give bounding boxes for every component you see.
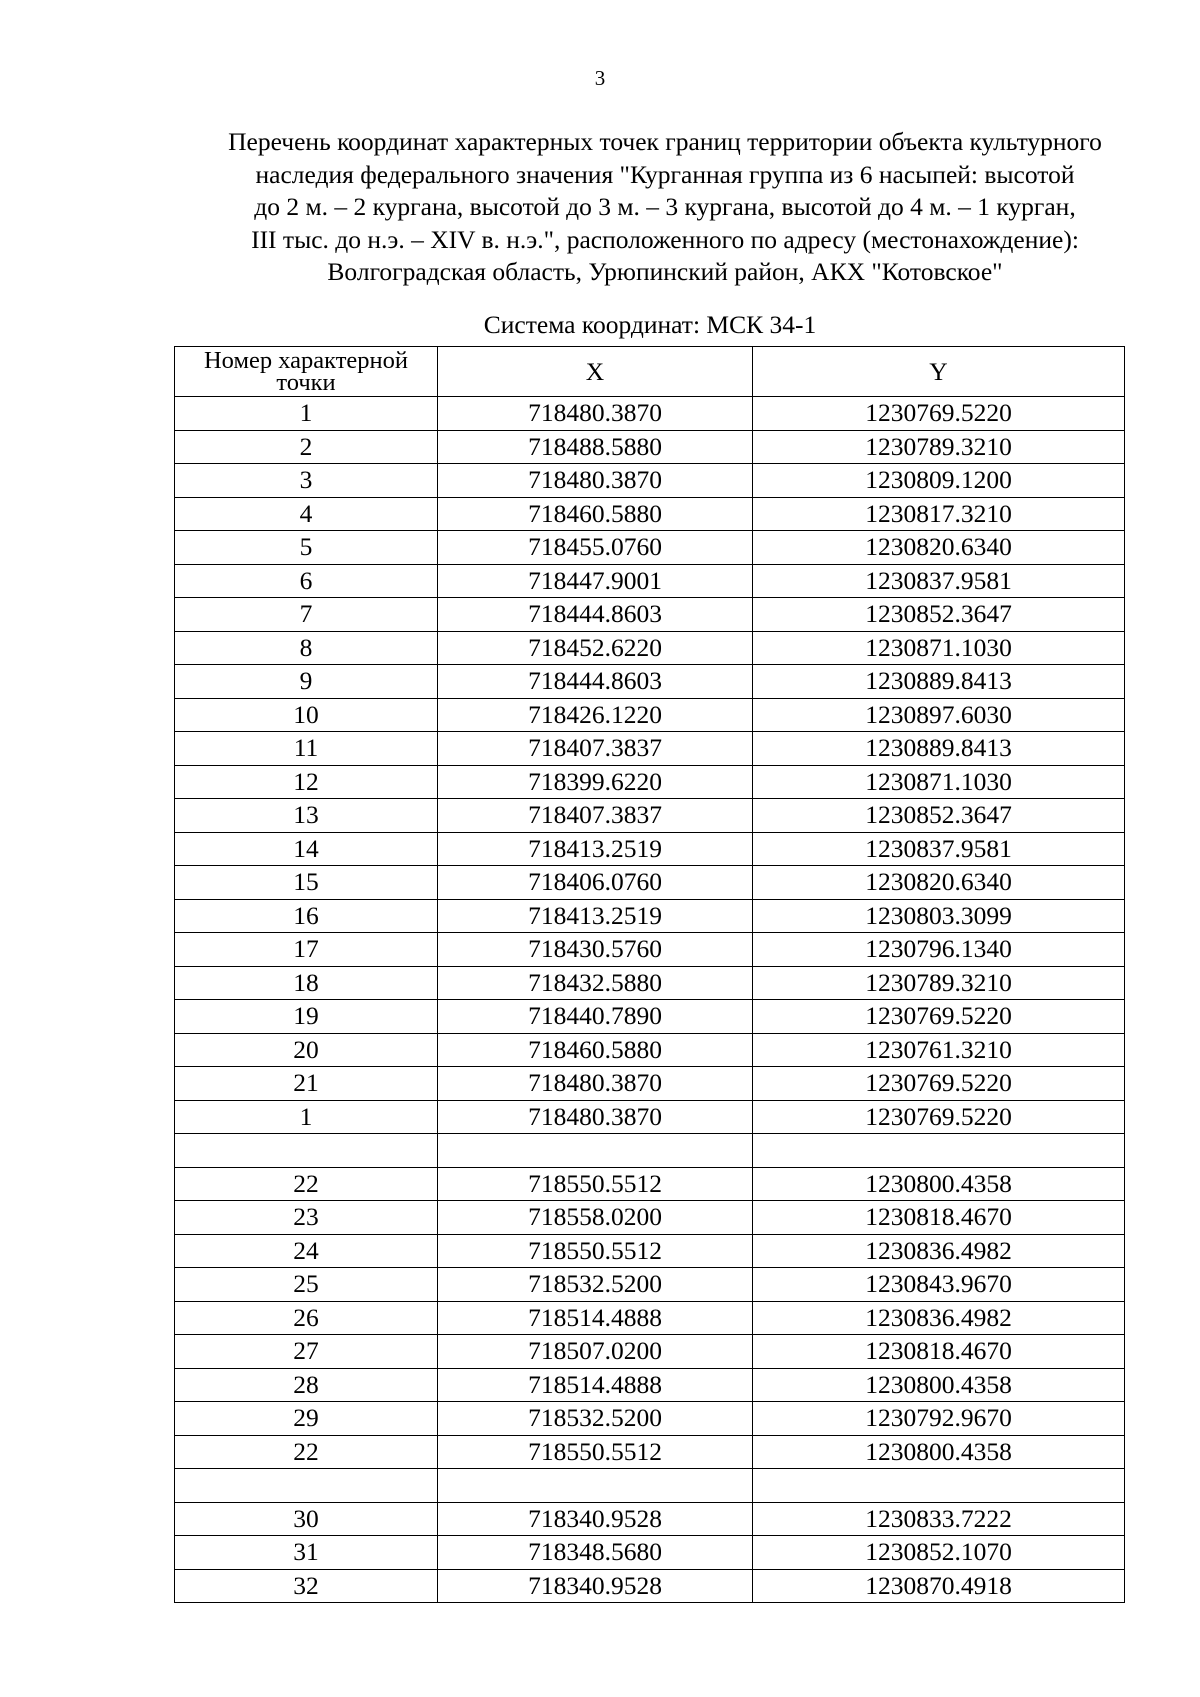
cell-point-number: 22 (175, 1435, 438, 1469)
title-line: Волгоградская область, Урюпинский район, АКХ "Котовское" (327, 257, 1003, 286)
cell-point-number: 21 (175, 1067, 438, 1101)
cell-y: 1230870.4918 (753, 1569, 1125, 1603)
cell-x: 718406.0760 (438, 866, 753, 900)
table-row (175, 1268, 1125, 1302)
cell-point-number: 29 (175, 1402, 438, 1436)
cell-point-number: 17 (175, 933, 438, 967)
table-row (175, 1435, 1125, 1469)
header-x: X (438, 347, 753, 397)
cell-y: 1230836.4982 (753, 1234, 1125, 1268)
cell-x: 718407.3837 (438, 799, 753, 833)
cell-point-number (175, 1469, 438, 1503)
table-row (175, 1469, 1125, 1503)
cell-x: 718558.0200 (438, 1201, 753, 1235)
cell-x: 718444.8603 (438, 665, 753, 699)
cell-y: 1230820.6340 (753, 866, 1125, 900)
cell-y: 1230792.9670 (753, 1402, 1125, 1436)
cell-point-number: 4 (175, 497, 438, 531)
cell-x: 718432.5880 (438, 966, 753, 1000)
cell-point-number: 18 (175, 966, 438, 1000)
table-body (175, 397, 1125, 1603)
cell-point-number: 9 (175, 665, 438, 699)
table-row (175, 899, 1125, 933)
cell-x: 718480.3870 (438, 464, 753, 498)
cell-x (438, 1134, 753, 1168)
cell-point-number: 12 (175, 765, 438, 799)
cell-y (753, 1134, 1125, 1168)
cell-point-number: 2 (175, 430, 438, 464)
cell-point-number: 5 (175, 531, 438, 565)
cell-point-number: 23 (175, 1201, 438, 1235)
cell-point-number: 8 (175, 631, 438, 665)
table-row (175, 966, 1125, 1000)
cell-point-number: 1 (175, 397, 438, 431)
cell-point-number: 28 (175, 1368, 438, 1402)
table-row (175, 832, 1125, 866)
cell-y: 1230800.4358 (753, 1368, 1125, 1402)
title-line: наследия федерального значения "Курганная группа из 6 насыпей: высотой (255, 159, 1075, 189)
cell-y: 1230800.4358 (753, 1167, 1125, 1201)
cell-point-number: 3 (175, 464, 438, 498)
table-row (175, 1000, 1125, 1034)
cell-point-number: 13 (175, 799, 438, 833)
cell-y (753, 1469, 1125, 1503)
table-header-row (175, 347, 1125, 397)
cell-y: 1230809.1200 (753, 464, 1125, 498)
cell-x: 718488.5880 (438, 430, 753, 464)
table-row (175, 1201, 1125, 1235)
table-row (175, 430, 1125, 464)
table-row (175, 598, 1125, 632)
cell-x: 718452.6220 (438, 631, 753, 665)
cell-point-number: 20 (175, 1033, 438, 1067)
cell-point-number: 14 (175, 832, 438, 866)
cell-y: 1230837.9581 (753, 564, 1125, 598)
cell-point-number: 22 (175, 1167, 438, 1201)
cell-y: 1230796.1340 (753, 933, 1125, 967)
table-row (175, 933, 1125, 967)
cell-x: 718532.5200 (438, 1268, 753, 1302)
cell-x: 718440.7890 (438, 1000, 753, 1034)
cell-y: 1230897.6030 (753, 698, 1125, 732)
cell-x: 718550.5512 (438, 1435, 753, 1469)
cell-point-number: 27 (175, 1335, 438, 1369)
cell-x: 718340.9528 (438, 1569, 753, 1603)
table-row (175, 1167, 1125, 1201)
table-row (175, 497, 1125, 531)
cell-point-number: 6 (175, 564, 438, 598)
table-row (175, 1402, 1125, 1436)
table-row (175, 1335, 1125, 1369)
table-row (175, 531, 1125, 565)
table-row (175, 564, 1125, 598)
cell-y: 1230817.3210 (753, 497, 1125, 531)
table-row (175, 765, 1125, 799)
cell-x: 718413.2519 (438, 899, 753, 933)
cell-x: 718480.3870 (438, 1067, 753, 1101)
cell-y: 1230803.3099 (753, 899, 1125, 933)
cell-y: 1230769.5220 (753, 1000, 1125, 1034)
table-row (175, 1234, 1125, 1268)
cell-y: 1230769.5220 (753, 1067, 1125, 1101)
cell-point-number (175, 1134, 438, 1168)
table-row (175, 1301, 1125, 1335)
cell-x: 718430.5760 (438, 933, 753, 967)
cell-x: 718340.9528 (438, 1502, 753, 1536)
title-line: Перечень координат характерных точек границ территории объекта культурного (228, 127, 1102, 156)
table-row (175, 1536, 1125, 1570)
coordinate-system-caption: Система координат: МСК 34-1 (483, 310, 817, 339)
table-row (175, 631, 1125, 665)
cell-x: 718455.0760 (438, 531, 753, 565)
cell-y: 1230843.9670 (753, 1268, 1125, 1302)
table-row (175, 1100, 1125, 1134)
cell-x: 718480.3870 (438, 397, 753, 431)
cell-x: 718550.5512 (438, 1234, 753, 1268)
cell-x: 718507.0200 (438, 1335, 753, 1369)
cell-y: 1230852.1070 (753, 1536, 1125, 1570)
table-row (175, 464, 1125, 498)
cell-x: 718447.9001 (438, 564, 753, 598)
cell-x: 718532.5200 (438, 1402, 753, 1436)
cell-x: 718460.5880 (438, 497, 753, 531)
cell-x: 718460.5880 (438, 1033, 753, 1067)
title-line: до 2 м. – 2 кургана, высотой до 3 м. – 3 кургана, высотой до 4 м. – 1 курган, (254, 192, 1076, 221)
header-point-number: Номер характерной точки (175, 347, 438, 397)
cell-x: 718480.3870 (438, 1100, 753, 1134)
cell-y: 1230818.4670 (753, 1335, 1125, 1369)
cell-point-number: 16 (175, 899, 438, 933)
table-row (175, 799, 1125, 833)
cell-x: 718426.1220 (438, 698, 753, 732)
cell-y: 1230837.9581 (753, 832, 1125, 866)
cell-y: 1230818.4670 (753, 1201, 1125, 1235)
cell-y: 1230833.7222 (753, 1502, 1125, 1536)
page-number: 3 (594, 66, 606, 90)
cell-x: 718348.5680 (438, 1536, 753, 1570)
coordinates-table (174, 346, 1125, 1603)
cell-x: 718550.5512 (438, 1167, 753, 1201)
table-row (175, 1067, 1125, 1101)
table-row (175, 732, 1125, 766)
cell-x: 718413.2519 (438, 832, 753, 866)
table-row (175, 1502, 1125, 1536)
cell-x: 718407.3837 (438, 732, 753, 766)
table-row (175, 1569, 1125, 1603)
cell-point-number: 31 (175, 1536, 438, 1570)
table-row (175, 665, 1125, 699)
cell-y: 1230889.8413 (753, 665, 1125, 699)
cell-y: 1230820.6340 (753, 531, 1125, 565)
cell-y: 1230836.4982 (753, 1301, 1125, 1335)
cell-point-number: 10 (175, 698, 438, 732)
cell-point-number: 24 (175, 1234, 438, 1268)
cell-x (438, 1469, 753, 1503)
cell-point-number: 7 (175, 598, 438, 632)
cell-y: 1230789.3210 (753, 966, 1125, 1000)
cell-x: 718399.6220 (438, 765, 753, 799)
cell-point-number: 25 (175, 1268, 438, 1302)
cell-point-number: 11 (175, 732, 438, 766)
table-row (175, 1368, 1125, 1402)
cell-y: 1230852.3647 (753, 598, 1125, 632)
header-y: Y (753, 347, 1125, 397)
table-row (175, 1033, 1125, 1067)
cell-y: 1230889.8413 (753, 732, 1125, 766)
cell-x: 718444.8603 (438, 598, 753, 632)
document-title (100, 126, 1200, 289)
cell-y: 1230852.3647 (753, 799, 1125, 833)
cell-y: 1230800.4358 (753, 1435, 1125, 1469)
table-row (175, 397, 1125, 431)
cell-point-number: 15 (175, 866, 438, 900)
table-row (175, 866, 1125, 900)
cell-x: 718514.4888 (438, 1368, 753, 1402)
cell-point-number: 1 (175, 1100, 438, 1134)
title-line: III тыс. до н.э. – XIV в. н.э.", расположенного по адресу (местонахождение): (251, 224, 1079, 254)
cell-point-number: 30 (175, 1502, 438, 1536)
cell-x: 718514.4888 (438, 1301, 753, 1335)
cell-point-number: 32 (175, 1569, 438, 1603)
cell-y: 1230769.5220 (753, 1100, 1125, 1134)
cell-y: 1230761.3210 (753, 1033, 1125, 1067)
cell-point-number: 26 (175, 1301, 438, 1335)
cell-y: 1230769.5220 (753, 397, 1125, 431)
cell-y: 1230871.1030 (753, 765, 1125, 799)
table-row (175, 1134, 1125, 1168)
cell-y: 1230789.3210 (753, 430, 1125, 464)
cell-y: 1230871.1030 (753, 631, 1125, 665)
table-row (175, 698, 1125, 732)
cell-point-number: 19 (175, 1000, 438, 1034)
